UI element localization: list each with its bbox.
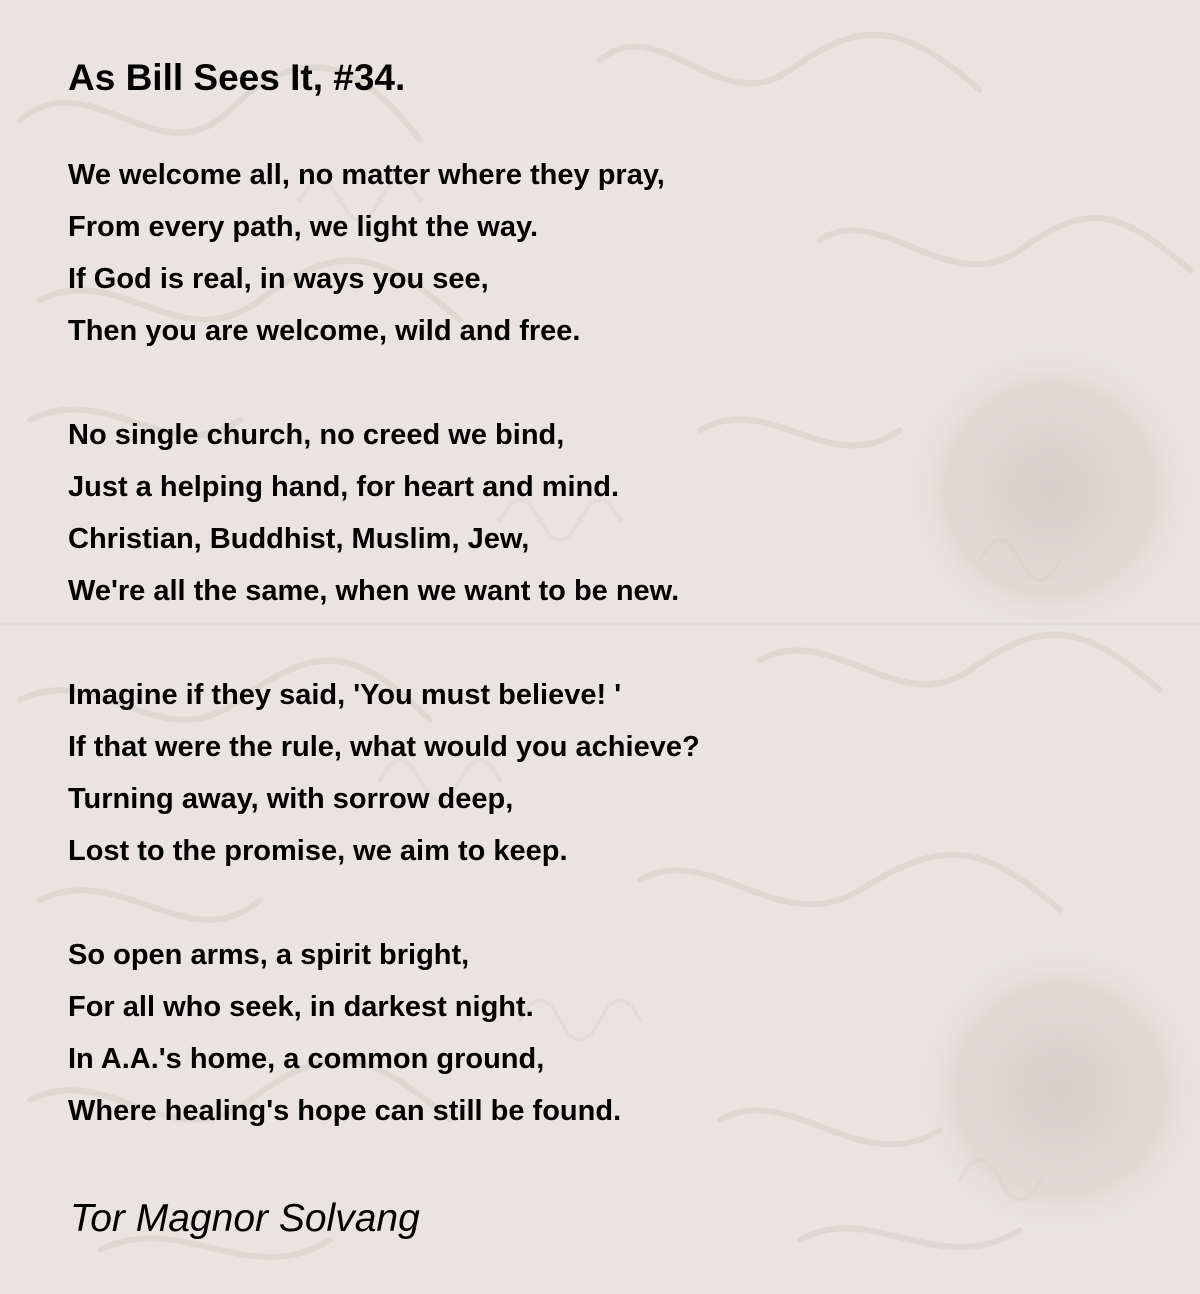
poem-line: Just a helping hand, for heart and mind. (68, 471, 620, 503)
poem-line: In A.A.'s home, a common ground, (68, 1043, 545, 1075)
stanza-4 (68, 929, 1168, 1137)
poem-line: Christian, Buddhist, Muslim, Jew, (68, 523, 530, 555)
poem-line: Where healing's hope can still be found. (68, 1095, 622, 1127)
poem-line: If God is real, in ways you see, (68, 263, 489, 295)
poem-line: Lost to the promise, we aim to keep. (68, 835, 568, 867)
poem-line: We're all the same, when we want to be new. (68, 575, 680, 607)
stanza-3 (68, 669, 1168, 877)
poem-line: We welcome all, no matter where they pray, (68, 159, 665, 191)
poem-author: Tor Magnor Solvang (70, 1197, 420, 1240)
poem-line: No single church, no creed we bind, (68, 419, 565, 451)
stanza-2 (68, 409, 1168, 617)
poem-line: Turning away, with sorrow deep, (68, 783, 514, 815)
stanza-1 (68, 149, 1168, 357)
poem-title: As Bill Sees It, #34. (68, 57, 406, 98)
poem-line: So open arms, a spirit bright, (68, 939, 470, 971)
poem-body (68, 149, 1168, 1189)
poem-line: Then you are welcome, wild and free. (68, 315, 581, 347)
poem-line: Imagine if they said, 'You must believe! ' (68, 679, 622, 711)
poem-line: If that were the rule, what would you achieve? (68, 731, 700, 763)
poem-line: From every path, we light the way. (68, 211, 539, 243)
poem-line: For all who seek, in darkest night. (68, 991, 534, 1023)
